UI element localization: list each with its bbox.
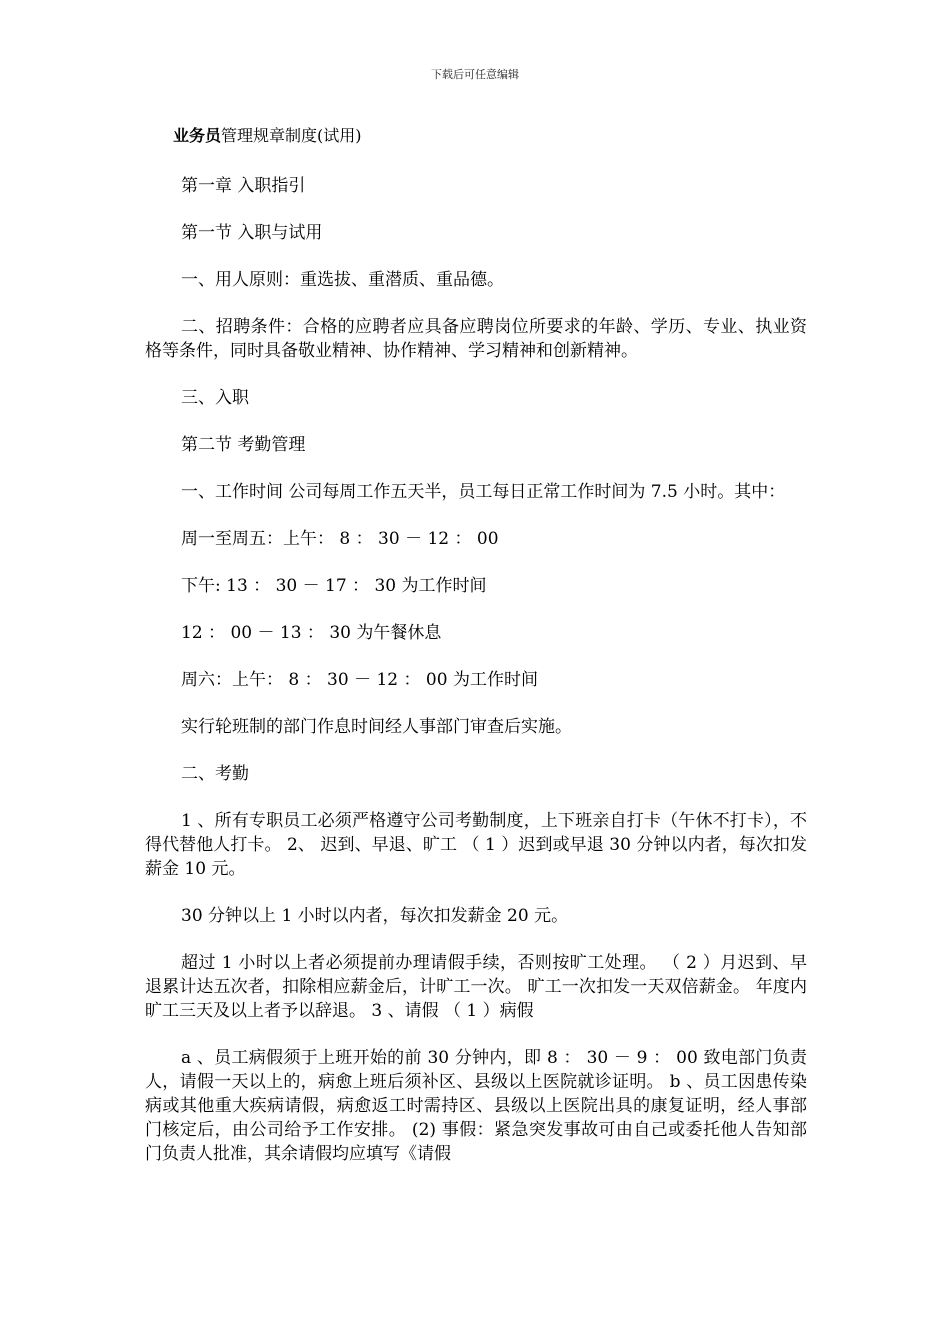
paragraph: 超过 1 小时以上者必须提前办理请假手续，否则按旷工处理。 （ 2 ）月迟到、早退累计达五次者，扣除相应薪金后，计旷工一次。 旷工一次扣发一天双倍薪金。 年度内旷工三天及以上者予以辞退。 3 、请假 （ 1 ）病假 bbox=[145, 953, 807, 1021]
paragraph: 三、入职 bbox=[181, 388, 249, 408]
title-rest: 管理规章制度(试用) bbox=[221, 126, 362, 145]
paragraph: 30 分钟以上 1 小时以内者，每次扣发薪金 20 元。 bbox=[181, 906, 569, 926]
chapter-heading: 第一章 入职指引 bbox=[181, 176, 306, 196]
section-heading: 第一节 入职与试用 bbox=[181, 223, 323, 243]
paragraph: 二、招聘条件：合格的应聘者应具备应聘岗位所要求的年龄、学历、专业、执业资格等条件，同时具备敬业精神、协作精神、学习精神和创新精神。 bbox=[145, 317, 807, 361]
paragraph: 周一至周五：上午： 8 ： 30 － 12 ： 00 bbox=[181, 529, 499, 549]
document-body bbox=[145, 124, 807, 1189]
paragraph: 1 、所有专职员工必须严格遵守公司考勤制度，上下班亲自打卡（午休不打卡），不得代替他人打卡。 2、 迟到、早退、旷工 （ 1 ）迟到或早退 30 分钟以内者，每次扣发薪金 10 元。 bbox=[145, 811, 807, 879]
paragraph: 一、用人原则：重选拔、重潜质、重品德。 bbox=[181, 270, 504, 290]
paragraph: 12 ： 00 － 13 ： 30 为午餐休息 bbox=[181, 623, 442, 643]
paragraph: a 、员工病假须于上班开始的前 30 分钟内，即 8 ： 30 － 9 ： 00 致电部门负责人，请假一天以上的，病愈上班后须补区、县级以上医院就诊证明。 b 、员工因患传染病或其他重大疾病请假，病愈返工时需持区、县级以上医院出具的康复证明，经人事部门核定后，由公司给予工作安排。 (2) 事假：紧急突发事故可由自己或委托他人告知部门负责人批准，其余请假均应填写《请假 bbox=[145, 1048, 807, 1164]
paragraph: 实行轮班制的部门作息时间经人事部门审查后实施。 bbox=[181, 717, 572, 737]
paragraph: 下午: 13 ： 30 － 17 ： 30 为工作时间 bbox=[181, 576, 487, 596]
section-heading: 第二节 考勤管理 bbox=[181, 435, 306, 455]
title-bold: 业务员 bbox=[173, 126, 222, 145]
paragraph: 周六：上午： 8 ： 30 － 12 ： 00 为工作时间 bbox=[181, 670, 538, 690]
document-title bbox=[145, 124, 807, 148]
paragraph: 一、工作时间 公司每周工作五天半，员工每日正常工作时间为 7.5 小时。其中： bbox=[181, 482, 786, 502]
paragraph: 二、考勤 bbox=[181, 764, 249, 784]
page-header: 下载后可任意编辑 bbox=[431, 68, 519, 81]
